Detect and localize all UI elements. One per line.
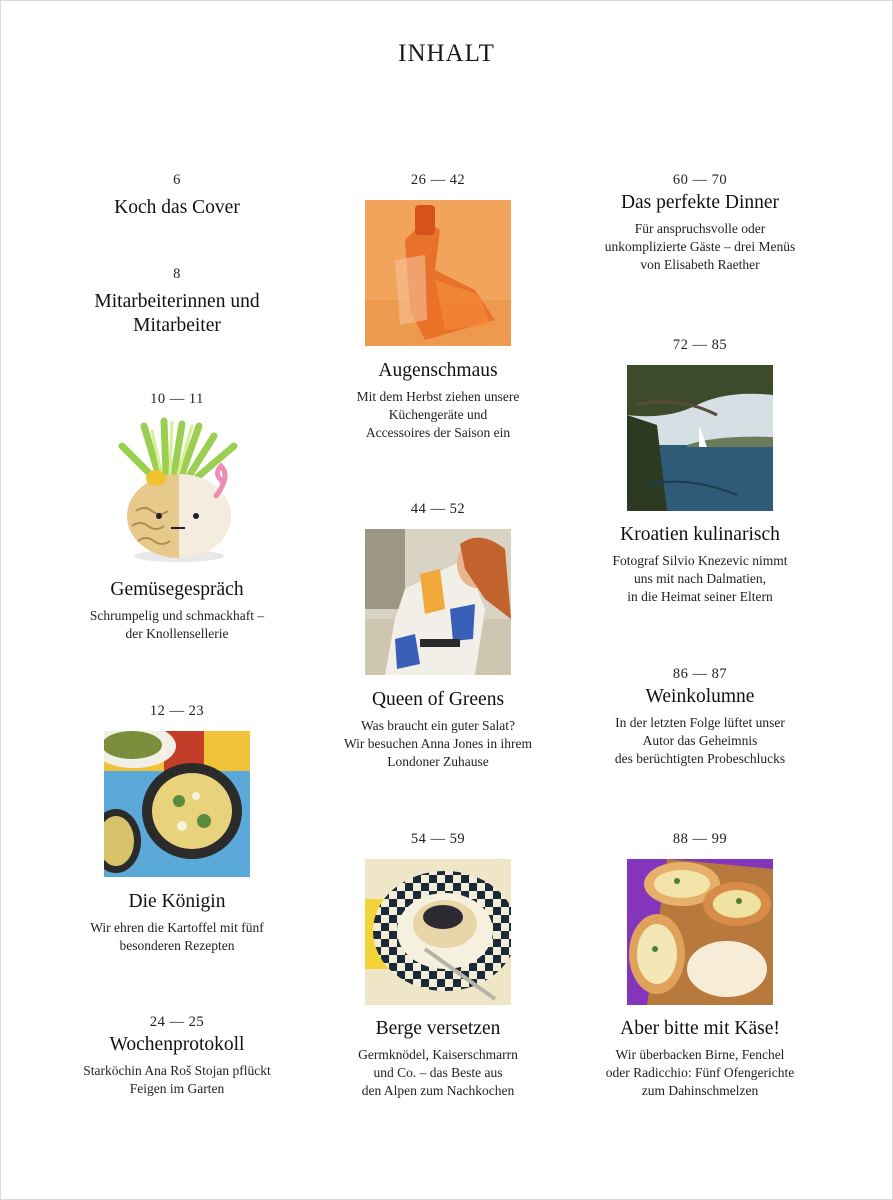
entry-desc-line-1: Wir überbacken Birne, Fenchel — [615, 1047, 785, 1062]
chef-portrait-photo[interactable] — [365, 529, 511, 675]
toc-entry-aber-bitte-mit-kaese[interactable] — [570, 1017, 830, 1100]
toc-entry-koenigin[interactable] — [47, 890, 307, 955]
toc-entry-augenschmaus-pages — [308, 172, 568, 189]
entry-title: Queen of Greens — [371, 689, 505, 710]
entry-title: Wochenprotokoll — [109, 1034, 245, 1055]
entry-desc-line-3: von Elisabeth Raether — [640, 257, 760, 272]
entry-desc-line-1: Wir ehren die Kartoffel mit fünf — [90, 920, 264, 935]
entry-desc-line-2: der Knollensellerie — [125, 626, 229, 641]
entry-desc-line-2: Wir besuchen Anna Jones in ihrem — [343, 736, 533, 751]
toc-entry-koch-das-cover[interactable] — [47, 172, 307, 220]
entry-title: Die Königin — [128, 891, 226, 912]
entry-desc-line-2: uns mit nach Dalmatien, — [634, 571, 766, 586]
entry-title-line-2: Mitarbeiter — [133, 315, 221, 336]
orange-glass-photo[interactable] — [365, 200, 511, 346]
entry-desc-line-2: und Co. – das Beste aus — [373, 1065, 503, 1080]
celeriac-illustration[interactable] — [104, 416, 254, 566]
entry-desc-line-1: In der letzten Folge lüftet unser — [615, 715, 785, 730]
toc-entry-augenschmaus[interactable] — [308, 359, 568, 442]
entry-title: Berge versetzen — [375, 1018, 501, 1039]
entry-title: Kroatien kulinarisch — [620, 524, 780, 545]
entry-desc-line-3: den Alpen zum Nachkochen — [361, 1083, 515, 1098]
toc-entry-berge-versetzen[interactable] — [308, 1017, 568, 1100]
entry-desc-line-1: Starköchin Ana Roš Stojan pflückt — [83, 1063, 271, 1078]
page-title: INHALT — [398, 40, 495, 67]
toc-entry-kroatien-kulinarisch[interactable] — [570, 523, 830, 606]
page-range: 8 — [173, 266, 181, 282]
entry-title: Gemüsegespräch — [110, 579, 244, 600]
page-range: 26 — 42 — [410, 172, 466, 188]
toc-entry-gemuesegespraech[interactable] — [47, 578, 307, 643]
entry-title: Aber bitte mit Käse! — [620, 1018, 780, 1039]
toc-entry-mitarbeiter[interactable] — [47, 266, 307, 338]
entry-desc-line-1: Für anspruchsvolle oder — [634, 221, 766, 236]
toc-entry-queen-of-greens[interactable] — [308, 688, 568, 771]
page-range: 54 — 59 — [410, 831, 466, 847]
page-range: 6 — [173, 172, 181, 188]
page-range: 10 — 11 — [150, 391, 204, 407]
toc-entry-berge-pages — [308, 831, 568, 848]
entry-desc-line-2: Autor das Geheimnis — [642, 733, 758, 748]
page-range: 86 — 87 — [672, 666, 728, 682]
entry-desc-line-2: unkomplizierte Gäste – drei Menüs — [604, 239, 796, 254]
entry-desc-line-1: Germknödel, Kaiserschmarrn — [358, 1047, 518, 1062]
croatia-sea-photo[interactable] — [627, 365, 773, 511]
page-range: 12 — 23 — [149, 703, 205, 719]
toc-entry-gemuesegespraech-pages — [47, 391, 307, 408]
germknoedel-photo[interactable] — [365, 859, 511, 1005]
entry-title-line-1: Mitarbeiterinnen und — [94, 291, 260, 312]
entry-title: Weinkolumne — [645, 686, 755, 707]
entry-title: Koch das Cover — [114, 197, 240, 218]
toc-entry-wochenprotokoll[interactable] — [47, 1014, 307, 1098]
toc-entry-weinkolumne[interactable] — [570, 666, 830, 768]
page-range: 60 — 70 — [672, 172, 728, 188]
toc-entry-perfekte-dinner[interactable] — [570, 172, 830, 274]
entry-desc-line-2: oder Radicchio: Fünf Ofengerichte — [605, 1065, 795, 1080]
entry-desc-line-3: in die Heimat seiner Eltern — [627, 589, 773, 604]
toc-entry-kroatien-pages — [570, 337, 830, 354]
page-range: 88 — 99 — [672, 831, 728, 847]
entry-desc-line-1: Fotograf Silvio Knezevic nimmt — [612, 553, 788, 568]
entry-desc-line-3: Londoner Zuhause — [387, 754, 489, 769]
toc-entry-queen-pages — [308, 501, 568, 518]
toc-entry-koenigin-pages — [47, 703, 307, 720]
page-range: 72 — 85 — [672, 337, 728, 353]
entry-desc-line-2: Küchengeräte und — [388, 407, 488, 422]
entry-title: Das perfekte Dinner — [620, 192, 780, 213]
entry-title: Augenschmaus — [378, 360, 498, 381]
entry-desc-line-3: zum Dahinschmelzen — [641, 1083, 759, 1098]
entry-desc-line-2: Feigen im Garten — [129, 1081, 225, 1096]
entry-desc-line-1: Schrumpelig und schmackhaft – — [89, 608, 265, 623]
page-range: 24 — 25 — [149, 1014, 205, 1030]
potato-salad-photo[interactable] — [104, 731, 250, 877]
entry-desc-line-1: Was braucht ein guter Salat? — [360, 718, 516, 733]
entry-desc-line-3: Accessoires der Saison ein — [365, 425, 511, 440]
entry-desc-line-2: besonderen Rezepten — [119, 938, 235, 953]
page-range: 44 — 52 — [410, 501, 466, 517]
entry-desc-line-3: des berüchtigten Probeschlucks — [614, 751, 786, 766]
baked-cheese-photo[interactable] — [627, 859, 773, 1005]
toc-entry-kaese-pages — [570, 831, 830, 848]
entry-desc-line-1: Mit dem Herbst ziehen unsere — [356, 389, 520, 404]
